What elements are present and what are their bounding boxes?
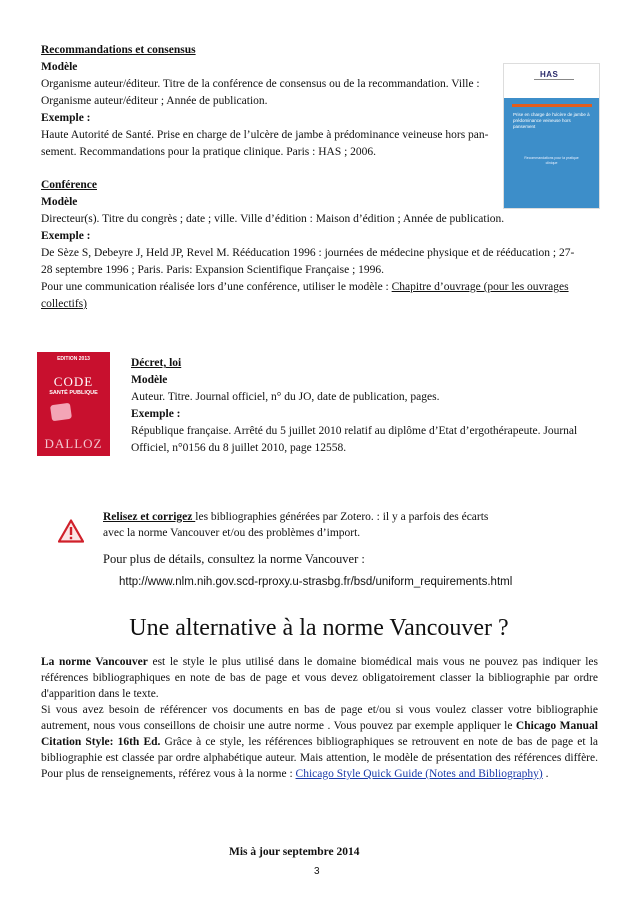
alternative-paragraph-1 [41,654,598,702]
conference-modele-text: Directeur(s). Titre du congrès ; date ; ville. Ville d’édition : Maison d’édition ; Année de publication. [41,213,505,225]
conference-modele-label: Modèle [41,196,78,208]
recommandations-exemple-line2: sement. Recommandations pour la pratique clinique. Paris : HAS ; 2006. [41,146,377,158]
warning-text: les bibliographies générées par Zotero. : il y a parfois des écarts [195,511,489,523]
recommandations-modele-line1: Organisme auteur/éditeur. Titre de la conférence de consensus ou de la recommandation. Ville : [41,78,480,90]
warning-bold: Relisez et corrigez [103,511,196,523]
dalloz-logo: DALLOZ [44,436,103,451]
norme-vancouver-bold: La norme Vancouver [41,656,148,668]
recommandations-modele-line2: Organisme auteur/éditeur ; Année de publication. [41,95,268,107]
conference-note [41,279,569,295]
decret-exemple-line1: République française. Arrêté du 5 juillet 2010 relatif au diplôme d’Etat d’ergothérapeute. Journal [131,425,578,437]
alternative-p2-text1: Si vous avez besoin de référencer vos documents en bas de page et/ou si vous voulez classer votre bibliographie autrement, nous vous conseillons de choisir une autre norme . Vous pouvez par exemple appliquer le [41,704,598,732]
code-sante-publique-cover-image [37,352,110,456]
alternative-paragraph-2 [41,702,598,782]
conference-exemple-line1: De Sèze S, Debeyre J, Held JP, Revel M. Rééducation 1996 : journées de médecine physique et de rééducation ; 27- [41,247,575,259]
alternative-title: Une alternative à la norme Vancouver ? [129,615,509,641]
has-logo: HAS [540,70,559,79]
decret-heading: Décret, loi [131,357,182,369]
chapitre-ouvrage-link-cont[interactable]: collectifs) [41,298,87,310]
decret-modele-text: Auteur. Titre. Journal officiel, n° du JO, date de publication, pages. [131,391,440,403]
page-number: 3 [314,866,320,877]
vancouver-details-text: Pour plus de détails, consultez la norme Vancouver : [103,552,365,566]
code-cover-subject: SANTÉ PUBLIQUE [49,390,98,396]
conference-exemple-label: Exemple : [41,230,91,242]
alternative-p2-text2: Grâce à ce style, les références bibliographiques se retrouvent en note de bas de page et la bibliographie est classée par ordre alphabétique auteur. Mais attention, le modèle de présentation des références diffère. Pour plus de renseignements, référez vous à la norme : [41,736,598,780]
has-cover-title: Prise en charge de l'ulcère de jambe à prédominance veineuse hors pansement [513,112,590,129]
recommandations-heading: Recommandations et consensus [41,44,196,56]
conference-exemple-line2: 28 septembre 1996 ; Paris. Paris: Expansion Scientifique Française ; 1996. [41,264,385,276]
conference-heading: Conférence [41,179,97,191]
warning-line2: avec la norme Vancouver et/ou des problèmes d’import. [103,527,361,539]
vancouver-url-link[interactable]: http://www.nlm.nih.gov.scd-rproxy.u-strasbg.fr/bsd/uniform_requirements.html [119,576,513,588]
recommandations-exemple-label: Exemple : [41,112,91,124]
alternative-p1-text: est le style le plus utilisé dans le domaine biomédical mais vous ne pouvez pas indiquer les références bibliographiques en note de bas de page et vous devez obligatoirement classer la bibliographie par ordre d'apparition dans le texte. [41,656,599,700]
decret-modele-label: Modèle [131,374,168,386]
code-cover-code: CODE [53,374,94,389]
has-report-cover-image [504,64,599,208]
alternative-p2-end: . [542,768,549,780]
sticker-icon [50,403,72,422]
warning-icon [58,519,84,543]
chicago-manual-bold: Chicago Manual Citation Style: 16th Ed. [41,720,598,748]
update-date: Mis à jour septembre 2014 [229,846,360,858]
recommandations-modele-label: Modèle [41,61,78,73]
recommandations-exemple-line1: Haute Autorité de Santé. Prise en charge de l’ulcère de jambe à prédominance veineuse hors pan- [41,129,489,141]
warning-line1 [103,509,488,525]
code-cover-edition: EDITION 2013 [57,356,90,362]
chapitre-ouvrage-link[interactable]: Chapitre d’ouvrage (pour les ouvrages [391,281,569,293]
has-cover-subtitle: Recommandations pour la pratique clinique [524,156,579,165]
chicago-style-guide-link[interactable]: Chicago Style Quick Guide (Notes and Bibliography) [295,768,543,780]
conference-note-text: Pour une communication réalisée lors d’une conférence, utiliser le modèle : [41,281,392,293]
decret-exemple-label: Exemple : [131,408,181,420]
decret-exemple-line2: Officiel, n°0156 du 8 juillet 2010, page 12558. [131,442,347,454]
